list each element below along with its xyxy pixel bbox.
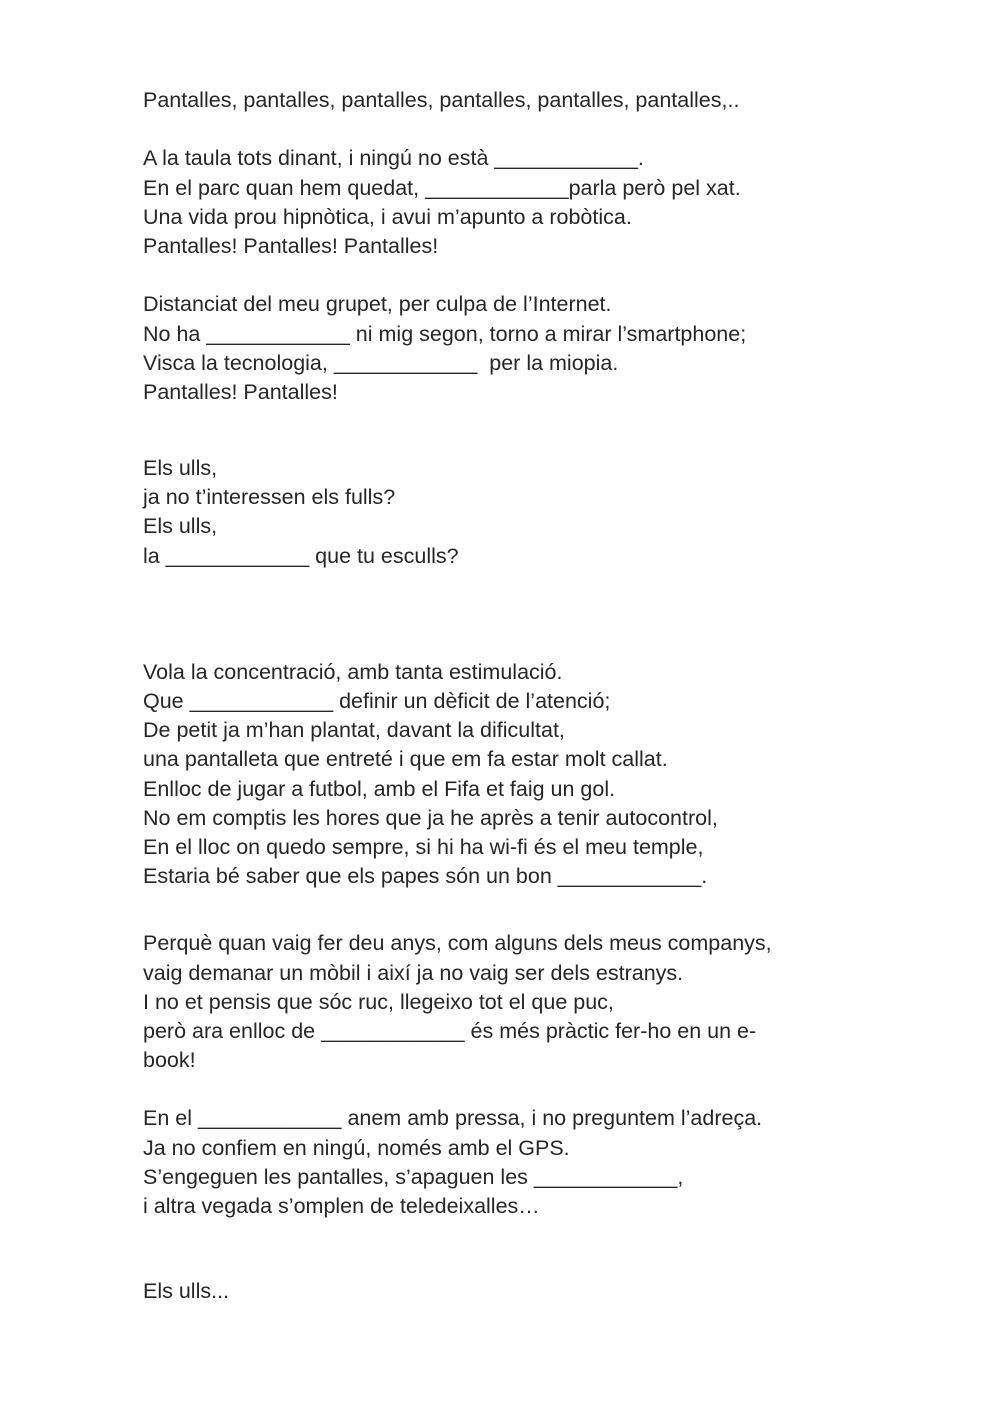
lyric-line: Perquè quan vaig fer deu anys, com alguns dels meus companys,	[143, 931, 772, 956]
stanza-2	[143, 290, 963, 407]
lyric-line: Pantalles! Pantalles!	[143, 379, 338, 404]
lyric-line: Que ____________ definir un dèficit de l’atenció;	[143, 689, 611, 713]
closing-line: Els ulls...	[143, 1279, 230, 1304]
lyric-line: una pantalleta que entreté i que em fa estar molt callat.	[143, 747, 668, 772]
lyric-line: Vola la concentració, amb tanta estimulació.	[143, 659, 563, 684]
lyric-line: book!	[143, 1048, 196, 1073]
chorus	[143, 454, 963, 571]
lyric-line: Una vida prou hipnòtica, i avui m’apunto a robòtica.	[143, 204, 632, 229]
stanza-1	[143, 144, 963, 261]
lyric-line: Enlloc de jugar a futbol, amb el Fifa et faig un gol.	[143, 776, 616, 801]
lyric-line: Visca la tecnologia, ____________ per la miopia.	[143, 350, 619, 375]
lyric-line: A la taula tots dinant, i ningú no està ____________.	[143, 146, 644, 171]
stanza-3	[143, 658, 963, 892]
lyric-line: Pantalles! Pantalles! Pantalles!	[143, 233, 439, 258]
lyric-line: Estaria bé saber que els papes són un bon ____________.	[143, 864, 708, 889]
lyric-line: S’engeguen les pantalles, s’apaguen les ____________,	[143, 1164, 684, 1189]
lyric-line: I no et pensis que sóc ruc, llegeixo tot el que puc,	[143, 989, 614, 1014]
lyric-line: ja no t’interessen els fulls?	[143, 485, 396, 510]
lyric-line: De petit ja m’han plantat, davant la dificultat,	[143, 718, 565, 743]
lyric-line: No em comptis les hores que ja he après a tenir autocontrol,	[143, 805, 718, 830]
lyric-line: Ja no confiem en ningú, només amb el GPS.	[143, 1135, 570, 1160]
lyric-line: i altra vegada s’omplen de teledeixalles…	[143, 1194, 540, 1218]
lyric-line: En el ____________ anem amb pressa, i no preguntem l’adreça.	[143, 1106, 763, 1131]
lyric-line: Els ulls,	[143, 456, 218, 481]
lyric-line: Els ulls,	[143, 514, 218, 539]
lyrics-page	[143, 86, 963, 1306]
lyric-line: Distanciat del meu grupet, per culpa de l’Internet.	[143, 292, 612, 317]
lyric-line: vaig demanar un mòbil i així ja no vaig ser dels estranys.	[143, 960, 684, 985]
lyric-line: En el lloc on quedo sempre, si hi ha wi-fi és el meu temple,	[143, 834, 704, 859]
lyric-line: En el parc quan hem quedat, ____________parla però pel xat.	[143, 175, 741, 200]
stanza-5	[143, 1104, 963, 1221]
lyric-line: No ha ____________ ni mig segon, torno a mirar l’smartphone;	[143, 321, 747, 346]
title-line: Pantalles, pantalles, pantalles, pantalles, pantalles, pantalles,..	[143, 88, 740, 112]
lyric-line: la ____________ que tu esculls?	[143, 543, 459, 568]
stanza-4	[143, 929, 963, 1075]
lyric-line: però ara enlloc de ____________ és més pràctic fer-ho en un e-	[143, 1018, 757, 1043]
